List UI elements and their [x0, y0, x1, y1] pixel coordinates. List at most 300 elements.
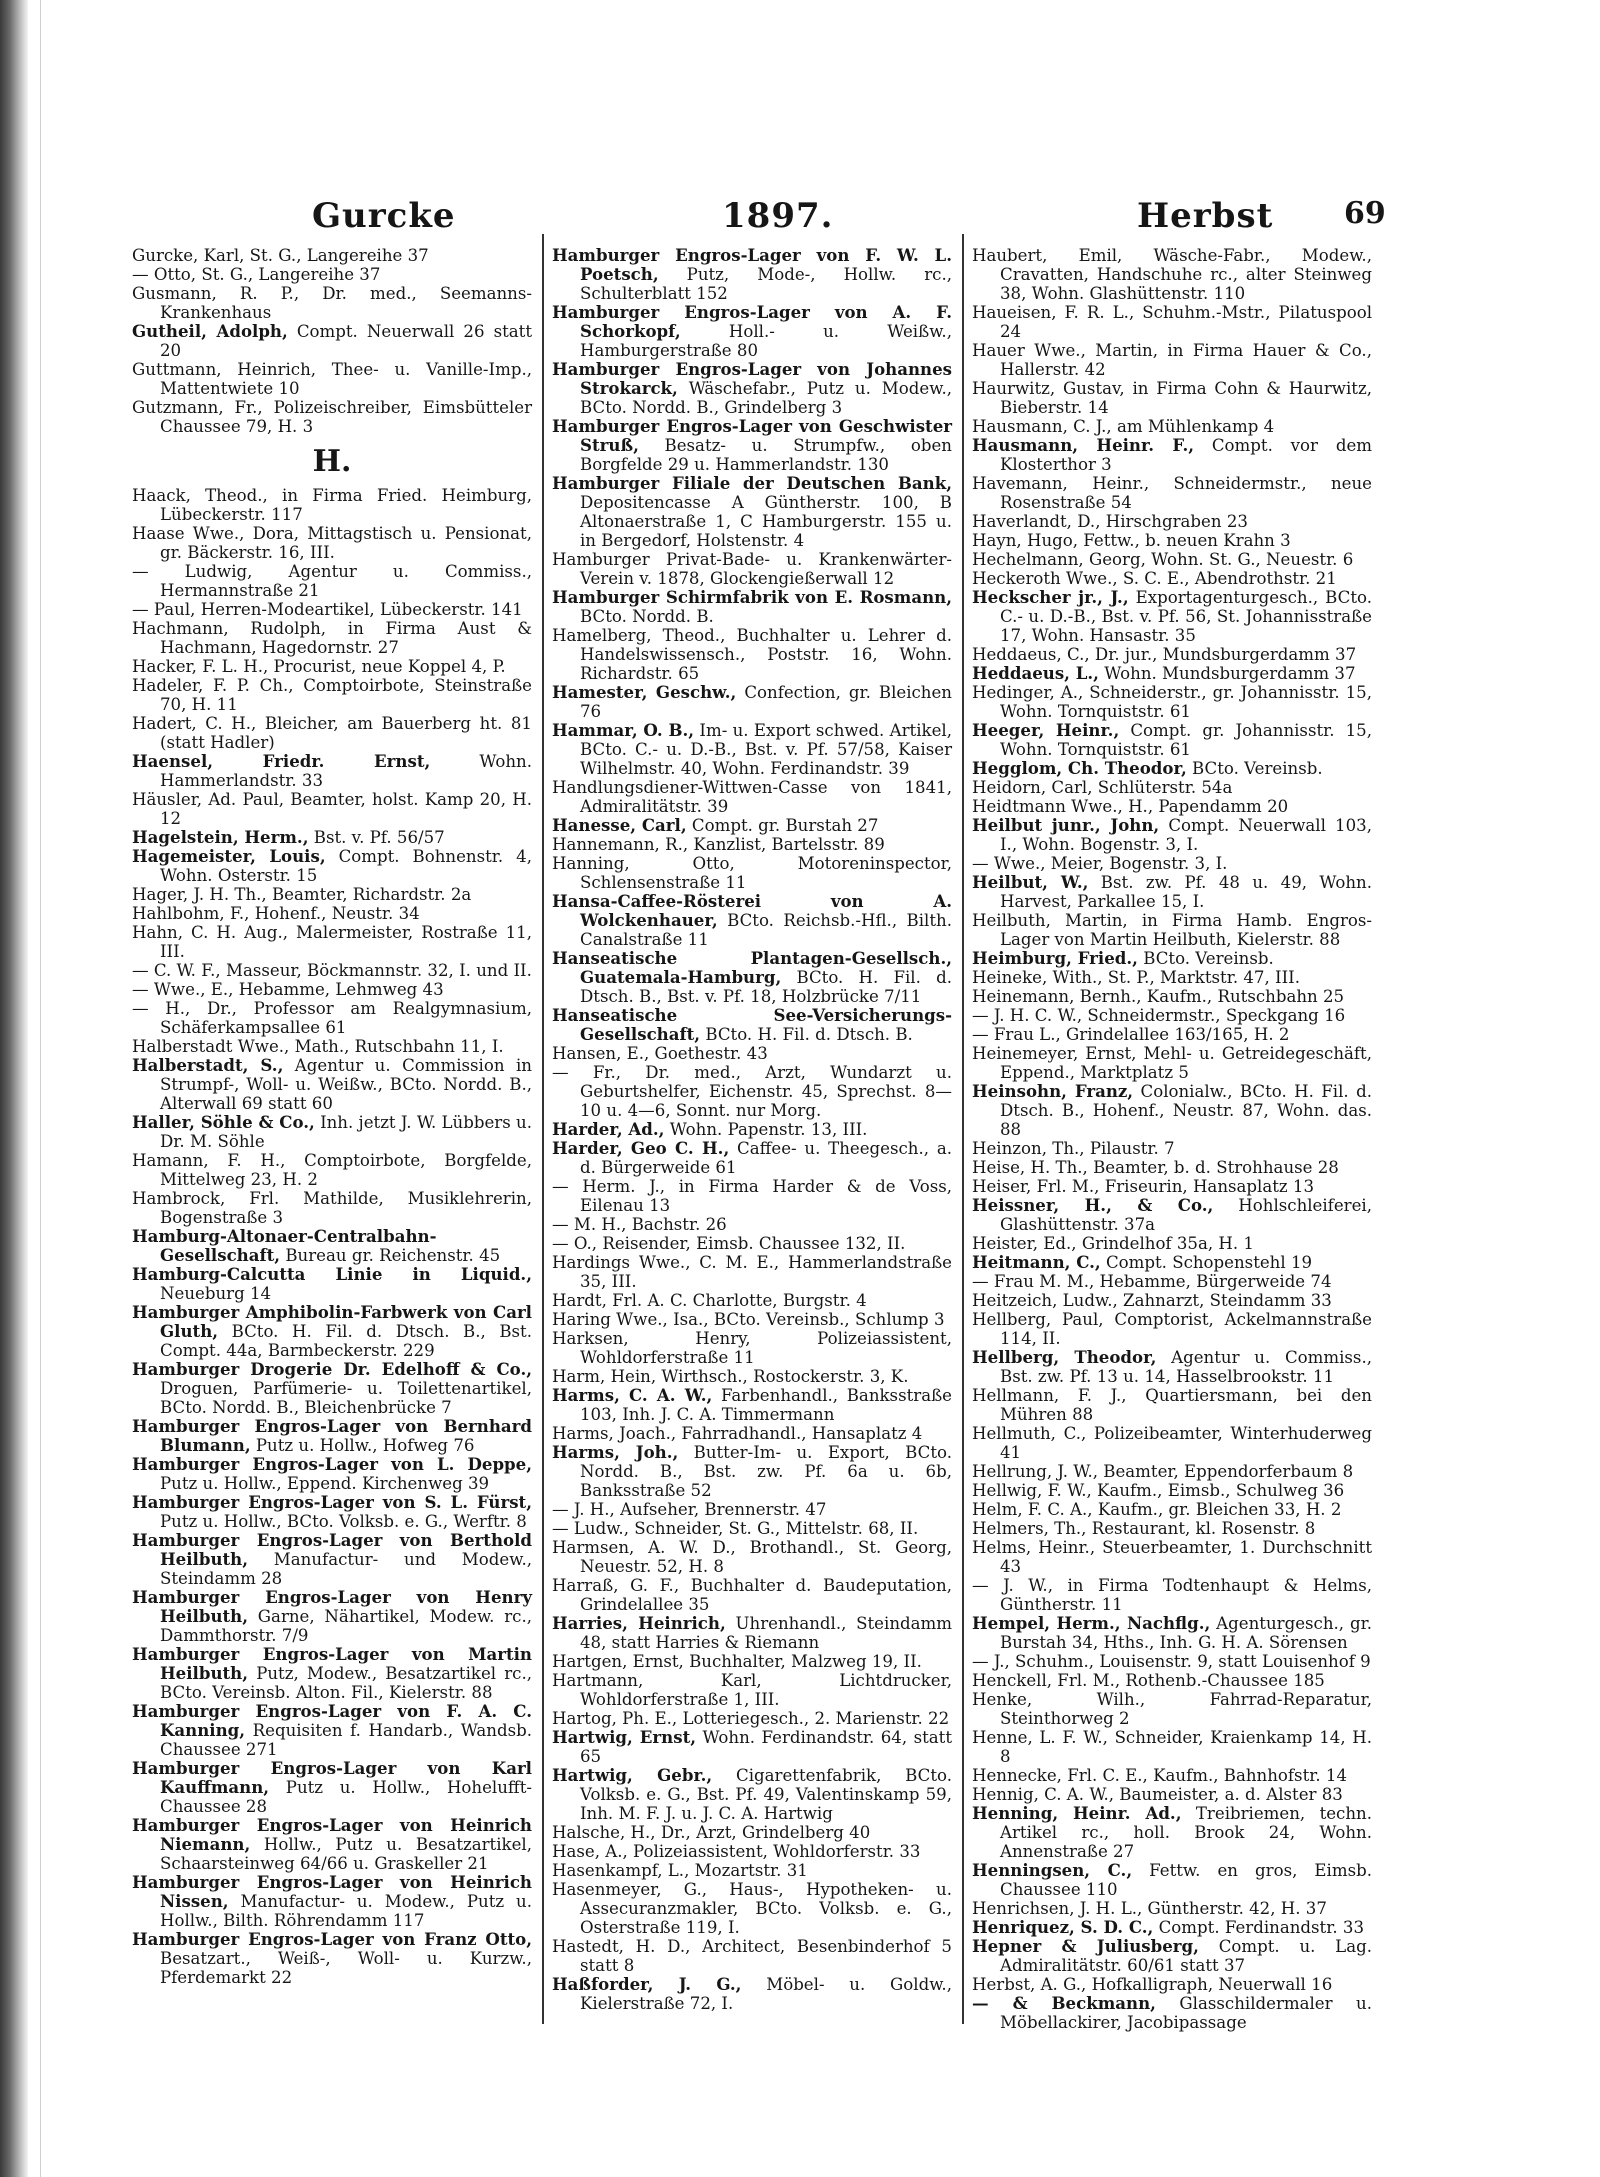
directory-entry: [972, 1861, 1372, 1899]
entry-name-bold: Heitmann, C.,: [972, 1252, 1101, 1272]
directory-entry: [132, 676, 532, 714]
directory-entry: [972, 1804, 1372, 1861]
directory-entry: [552, 1424, 952, 1443]
entry-text: Häusler, Ad. Paul, Beamter, holst. Kamp 20, H. 12: [132, 790, 532, 828]
entry-text: Harms, Joach., Fahrradhandl., Hansaplatz 4: [552, 1424, 923, 1443]
entry-name-bold: Hagemeister, Louis,: [132, 846, 326, 866]
entry-text: BCto. Vereinsb.: [1186, 759, 1323, 778]
directory-entry: [132, 1227, 532, 1265]
directory-entry: [972, 1234, 1372, 1253]
entry-name-bold: Hartwig, Gebr.,: [552, 1765, 713, 1785]
entry-text: Heinemeyer, Ernst, Mehl- u. Getreidegeschäft, Eppend., Marktplatz 5: [972, 1044, 1372, 1082]
directory-entry: [972, 1310, 1372, 1348]
entry-text: Hellberg, Paul, Comptorist, Ackelmannstraße 114, II.: [972, 1310, 1372, 1348]
directory-entry: [552, 949, 952, 1006]
directory-entry: [552, 1880, 952, 1937]
directory-entry: [972, 721, 1372, 759]
entry-name-bold: Harder, Geo C. H.,: [552, 1138, 730, 1158]
entry-text: Hechelmann, Georg, Wohn. St. G., Neuestr. 6: [972, 550, 1354, 569]
entry-name-bold: Hamburger Engros-Lager von A. F. Schorkopf,: [552, 302, 952, 341]
entry-text: Wohn. Mundsburgerdamm 37: [1098, 664, 1356, 683]
directory-entry: [132, 360, 532, 398]
entry-name-bold: Hamburger Engros-Lager von Heinrich Nissen,: [132, 1872, 532, 1911]
entry-name-bold: Haßforder, J. G.,: [552, 1974, 742, 1994]
directory-entry: [132, 265, 532, 284]
directory-entry: [972, 1652, 1372, 1671]
directory-entry: [972, 1785, 1372, 1804]
directory-entry: [552, 1044, 952, 1063]
entry-text: Manufactur- u. Modew., Putz u. Hollw., Bilth. Röhrendamm 117: [160, 1892, 532, 1930]
page-gutter-line: [40, 0, 41, 2177]
directory-entry: [132, 1873, 532, 1930]
entry-text: Im- u. Export schwed. Artikel, BCto. C.- u. D.-B., Bst. v. Pf. 57/58, Kaiser Wilhelmstr. 40, Wohn. Ferdinandstr. 39: [580, 721, 952, 778]
entry-text: Hauer Wwe., Martin, in Firma Hauer & Co., Hallerstr. 42: [972, 341, 1372, 379]
directory-entry: [552, 1823, 952, 1842]
directory-entry: [552, 683, 952, 721]
entry-name-bold: Henriquez, S. D. C.,: [972, 1917, 1154, 1937]
directory-entry: [552, 1234, 952, 1253]
directory-entry: [972, 1899, 1372, 1918]
entry-text: Hambrock, Frl. Mathilde, Musiklehrerin, Bogenstraße 3: [132, 1189, 532, 1227]
directory-entry: [972, 1766, 1372, 1785]
directory-entry: [972, 1975, 1372, 1994]
entry-text: Haring Wwe., Isa., BCto. Vereinsb., Schlump 3: [552, 1310, 945, 1329]
section-letter-heading: H.: [312, 444, 352, 479]
directory-entry: [972, 1139, 1372, 1158]
entry-text: BCto. Reichsb.-Hfl., Bilth. Canalstraße 11: [580, 911, 952, 949]
directory-entry: [132, 1645, 532, 1702]
entry-text: Havemann, Heinr., Schneidermstr., neue Rosenstraße 54: [972, 474, 1372, 512]
directory-entry: [132, 1360, 532, 1417]
entry-text: — J., Schuhm., Louisenstr. 9, statt Louisenhof 9: [972, 1652, 1371, 1671]
entry-name-bold: Hamburg-Calcutta Linie in Liquid.,: [132, 1264, 532, 1284]
directory-entry: [552, 588, 952, 626]
header-right-keyword: Herbst: [1137, 196, 1274, 236]
entry-name-bold: Hagelstein, Herm.,: [132, 827, 309, 847]
entry-text: — Wwe., E., Hebamme, Lehmweg 43: [132, 980, 444, 999]
entry-name-bold: Hamburger Engros-Lager von Berthold Heilbuth,: [132, 1530, 532, 1569]
entry-name-bold: Hamburger Engros-Lager von F. W. L. Poetsch,: [552, 245, 952, 284]
directory-entry: [972, 683, 1372, 721]
entry-name-bold: Heimburg, Fried.,: [972, 948, 1138, 968]
entry-name-bold: Hanseatische See-Versicherungs-Gesellschaft,: [552, 1005, 952, 1044]
entry-text: Glasschildermaler u. Möbellackirer, Jacobipassage: [1000, 1994, 1372, 2032]
entry-text: Hamann, F. H., Comptoirbote, Borgfelde, Mittelweg 23, H. 2: [132, 1151, 532, 1189]
directory-entry: [552, 1861, 952, 1880]
entry-text: Requisiten f. Handarb., Wandsb. Chaussee 271: [160, 1721, 532, 1759]
entry-name-bold: Hamburger Drogerie Dr. Edelhoff & Co.,: [132, 1359, 532, 1379]
directory-entry: [552, 1006, 952, 1044]
entry-text: Haueisen, F. R. L., Schuhm.-Mstr., Pilatuspool 24: [972, 303, 1372, 341]
directory-entry: [972, 1006, 1372, 1025]
directory-entry: [972, 1025, 1372, 1044]
entry-text: Droguen, Parfümerie- u. Toilettenartikel, BCto. Nordd. B., Bleichenbrücke 7: [160, 1379, 532, 1417]
entry-text: Fettw. en gros, Eimsb. Chaussee 110: [1000, 1861, 1373, 1899]
entry-text: — Herm. J., in Firma Harder & de Voss, Eilenau 13: [552, 1177, 952, 1215]
entry-text: Compt. Neuerwall 26 statt 20: [160, 322, 532, 360]
entry-text: — Frau M. M., Hebamme, Bürgerweide 74: [972, 1272, 1332, 1291]
directory-entry: [552, 474, 952, 550]
entry-text: Compt. u. Lag. Admiralitätstr. 60/61 statt 37: [1000, 1937, 1372, 1975]
book-spine-shadow: [0, 0, 28, 2177]
directory-entry: [132, 1265, 532, 1303]
entry-text: Heddaeus, C., Dr. jur., Mundsburgerdamm 37: [972, 645, 1357, 664]
entry-text: Wohn. Papenstr. 13, III.: [664, 1120, 868, 1139]
entry-text: Farbenhandl., Banksstraße 103, Inh. J. C. A. Timmermann: [580, 1386, 952, 1424]
entry-text: Heinemann, Bernh., Kaufm., Rutschbahn 25: [972, 987, 1345, 1006]
directory-entry: [132, 322, 532, 360]
entry-text: Herbst, A. G., Hofkalligraph, Neuerwall 16: [972, 1975, 1333, 1994]
entry-text: Henrichsen, J. H. L., Güntherstr. 42, H. 37: [972, 1899, 1327, 1918]
entry-text: Hase, A., Polizeiassistent, Wohldorferstr. 33: [552, 1842, 921, 1861]
entry-text: Hager, J. H. Th., Beamter, Richardstr. 2a: [132, 885, 472, 904]
directory-entry: [552, 1215, 952, 1234]
entry-text: Putz u. Hollw., Eppend. Kirchenweg 39: [160, 1474, 490, 1493]
directory-entry: [972, 968, 1372, 987]
entry-text: Putz, Modew., Besatzartikel rc., BCto. Vereinsb. Alton. Fil., Kielerstr. 88: [160, 1664, 532, 1702]
entry-text: Hartog, Ph. E., Lotteriegesch., 2. Marienstr. 22: [552, 1709, 950, 1728]
directory-entry: [972, 949, 1372, 968]
directory-entry: [132, 1417, 532, 1455]
entry-text: Henke, Wilh., Fahrrad-Reparatur, Steinthorweg 2: [972, 1690, 1372, 1728]
entry-text: — Frau L., Grindelallee 163/165, H. 2: [972, 1025, 1290, 1044]
entry-name-bold: Hamburger Engros-Lager von Johannes Strokarck,: [552, 359, 952, 398]
directory-entry: [132, 847, 532, 885]
directory-entry: [972, 1500, 1372, 1519]
entry-text: — Fr., Dr. med., Arzt, Wundarzt u. Geburtshelfer, Eichenstr. 45, Sprechst. 8—10 u. 4—6, Sonnt. nur Morg.: [552, 1063, 952, 1120]
entry-text: Hartgen, Ernst, Buchhalter, Malzweg 19, II.: [552, 1652, 922, 1671]
entry-text: Gutzmann, Fr., Polizeischreiber, Eimsbütteler Chaussee 79, H. 3: [132, 398, 532, 436]
entry-name-bold: Harms, Joh.,: [552, 1442, 679, 1462]
directory-entry: [132, 1816, 532, 1873]
entry-text: Manufactur- und Modew., Steindamm 28: [160, 1550, 532, 1588]
directory-entry: [552, 1538, 952, 1576]
directory-entry: [552, 1975, 952, 2013]
entry-text: Hamburger Privat-Bade- u. Krankenwärter-Verein v. 1878, Glockengießerwall 12: [552, 550, 952, 588]
entry-text: Bst. zw. Pf. 48 u. 49, Wohn. Harvest, Parkallee 15, I.: [1000, 873, 1372, 911]
entry-text: Neueburg 14: [160, 1284, 272, 1303]
directory-entry: [972, 1728, 1372, 1766]
entry-name-bold: Hamester, Geschw.,: [552, 682, 737, 702]
page-header: [132, 186, 1386, 236]
directory-entry: [132, 904, 532, 923]
entry-text: Caffee- u. Theegesch., a. d. Bürgerweide 61: [580, 1139, 952, 1177]
directory-entry: [972, 778, 1372, 797]
entry-name-bold: Heckscher jr., J.,: [972, 587, 1129, 607]
entry-name-bold: Hamburger Schirmfabrik von E. Rosmann,: [552, 587, 952, 607]
entry-text: Heise, H. Th., Beamter, b. d. Strohhause 28: [972, 1158, 1339, 1177]
entry-text: Compt. gr. Burstah 27: [686, 816, 879, 835]
directory-entry: [552, 1614, 952, 1652]
directory-entry: [972, 569, 1372, 588]
directory-entry: [972, 436, 1372, 474]
directory-entry: [972, 588, 1372, 645]
entry-text: — H., Dr., Professor am Realgymnasium, Schäferkampsallee 61: [132, 999, 532, 1037]
directory-entry: [972, 1576, 1372, 1614]
directory-entry: [972, 1177, 1372, 1196]
entry-text: Putz u. Hollw., BCto. Volksb. e. G., Werftr. 8: [160, 1512, 527, 1531]
entry-name-bold: Hanseatische Plantagen-Gesellsch., Guatemala-Hamburg,: [552, 948, 952, 987]
column-1: [132, 246, 532, 1987]
directory-entry: [972, 1424, 1372, 1462]
entry-text: Hahn, C. H. Aug., Malermeister, Rostraße 11, III.: [132, 923, 532, 961]
entry-name-bold: Heilbut junr., John,: [972, 815, 1160, 835]
entry-text: Holl.- u. Weißw., Hamburgerstraße 80: [580, 322, 952, 360]
directory-entry: [972, 1044, 1372, 1082]
entry-text: Besatz- u. Strumpfw., oben Borgfelde 29 u. Hammerlandstr. 130: [580, 436, 952, 474]
entry-text: Hausmann, C. J., am Mühlenkamp 4: [972, 417, 1275, 436]
page-number: 69: [1344, 196, 1386, 231]
directory-entry: [132, 398, 532, 436]
entry-text: Bureau gr. Reichenstr. 45: [280, 1246, 501, 1265]
entry-text: Compt. gr. Johannisstr. 15, Wohn. Tornquiststr. 61: [1000, 721, 1373, 759]
entry-name-bold: Hegglom, Ch. Theodor,: [972, 758, 1187, 778]
entry-text: Hahlbohm, F., Hohenf., Neustr. 34: [132, 904, 420, 923]
directory-entry: [552, 1253, 952, 1291]
entry-name-bold: Hamburger Engros-Lager von F. A. C. Kanning,: [132, 1701, 532, 1740]
directory-entry: [132, 714, 532, 752]
entry-text: — M. H., Bachstr. 26: [552, 1215, 727, 1234]
column-2: [552, 246, 952, 2013]
entry-text: Hardings Wwe., C. M. E., Hammerlandstraße 35, III.: [552, 1253, 952, 1291]
directory-entry: [552, 1291, 952, 1310]
directory-entry: [132, 1455, 532, 1493]
entry-text: Agentur u. Commiss., Bst. zw. Pf. 13 u. 14, Hasselbrookstr. 11: [1000, 1348, 1372, 1386]
directory-entry: [972, 1386, 1372, 1424]
directory-entry: [132, 1056, 532, 1113]
column-rule-2: [962, 234, 964, 2024]
entry-text: BCto. Nordd. B.: [580, 607, 714, 626]
entry-text: Harksen, Henry, Polizeiassistent, Wohldorferstraße 11: [552, 1329, 952, 1367]
entry-text: Garne, Nähartikel, Modew. rc., Dammthorstr. 7/9: [160, 1607, 532, 1645]
entry-name-bold: Hartwig, Ernst,: [552, 1727, 697, 1747]
entry-text: Henne, L. F. W., Schneider, Kraienkamp 14, H. 8: [972, 1728, 1372, 1766]
entry-name-bold: Heeger, Heinr.,: [972, 720, 1120, 740]
directory-entry: [132, 1037, 532, 1056]
entry-text: — J. H. C. W., Schneidermstr., Speckgang 16: [972, 1006, 1346, 1025]
directory-entry: [552, 1671, 952, 1709]
entry-text: Heitzeich, Ludw., Zahnarzt, Steindamm 33: [972, 1291, 1332, 1310]
entry-text: Henckell, Frl. M., Rothenb.-Chaussee 185: [972, 1671, 1325, 1690]
entry-text: Helm, F. C. A., Kaufm., gr. Bleichen 33, H. 2: [972, 1500, 1342, 1519]
directory-entry: [552, 246, 952, 303]
entry-text: Hardt, Frl. A. C. Charlotte, Burgstr. 4: [552, 1291, 867, 1310]
entry-text: Inh. jetzt J. W. Lübbers u. Dr. M. Söhle: [160, 1113, 532, 1151]
entry-text: Hedinger, A., Schneiderstr., gr. Johannisstr. 15, Wohn. Tornquiststr. 61: [972, 683, 1372, 721]
directory-entry: [132, 980, 532, 999]
directory-entry: [132, 1702, 532, 1759]
entry-text: — Ludw., Schneider, St. G., Mittelstr. 68, II.: [552, 1519, 919, 1538]
entry-name-bold: Hamburger Engros-Lager von Karl Kauffmann,: [132, 1758, 532, 1797]
entry-text: Wäschefabr., Putz u. Modew., BCto. Nordd. B., Grindelberg 3: [580, 379, 952, 417]
directory-entry: [552, 778, 952, 816]
entry-text: Haurwitz, Gustav, in Firma Cohn & Haurwitz, Bieberstr. 14: [972, 379, 1372, 417]
column-rule-1: [542, 234, 544, 2024]
entry-text: Compt. Ferdinandstr. 33: [1153, 1918, 1364, 1937]
directory-entry: [972, 664, 1372, 683]
directory-entry: [552, 360, 952, 417]
directory-entry: [972, 474, 1372, 512]
entry-text: Compt. Neuerwall 103, I., Wohn. Bogenstr. 3, I.: [1000, 816, 1373, 854]
entry-text: Haverlandt, D., Hirschgraben 23: [972, 512, 1248, 531]
entry-text: Harraß, G. F., Buchhalter d. Baudeputation, Grindelallee 35: [552, 1576, 952, 1614]
entry-name-bold: Halberstadt, S.,: [132, 1055, 284, 1075]
entry-text: Hacker, F. L. H., Procurist, neue Koppel 4, P.: [132, 657, 506, 676]
directory-entry: [552, 1063, 952, 1120]
entry-name-bold: Hamburger Engros-Lager von S. L. Fürst,: [132, 1492, 532, 1512]
entry-name-bold: Hamburger Engros-Lager von Martin Heilbuth,: [132, 1644, 532, 1683]
directory-entry: [132, 1588, 532, 1645]
entry-text: Hellmuth, C., Polizeibeamter, Winterhuderweg 41: [972, 1424, 1372, 1462]
directory-entry: [552, 816, 952, 835]
directory-entry: [132, 562, 532, 600]
directory-entry: [552, 1576, 952, 1614]
entry-name-bold: Hamburger Filiale der Deutschen Bank,: [552, 473, 952, 493]
entry-text: Heidtmann Wwe., H., Papendamm 20: [972, 797, 1289, 816]
directory-entry: [552, 721, 952, 778]
directory-entry: [132, 1930, 532, 1987]
entry-text: Agentur u. Commission in Strumpf-, Woll- u. Weißw., BCto. Nordd. B., Alterwall 69 statt 60: [160, 1056, 532, 1113]
directory-entry: [972, 303, 1372, 341]
entry-text: Uhrenhandl., Steindamm 48, statt Harries & Riemann: [580, 1614, 952, 1652]
entry-text: Hannemann, R., Kanzlist, Bartelsstr. 89: [552, 835, 885, 854]
entry-text: Treibriemen, techn. Artikel rc., holl. Brook 24, Wohn. Annenstraße 27: [1000, 1804, 1372, 1861]
directory-entry: [972, 1519, 1372, 1538]
entry-text: Heidorn, Carl, Schlüterstr. 54a: [972, 778, 1233, 797]
entry-text: — Otto, St. G., Langereihe 37: [132, 265, 381, 284]
entry-text: Hadeler, F. P. Ch., Comptoirbote, Steinstraße 70, H. 11: [132, 676, 532, 714]
entry-text: Putz, Mode-, Hollw. rc., Schulterblatt 152: [580, 265, 952, 303]
directory-entry: [552, 1728, 952, 1766]
directory-entry: [552, 854, 952, 892]
directory-entry: [552, 1937, 952, 1975]
entry-text: Halsche, H., Dr., Arzt, Grindelberg 40: [552, 1823, 871, 1842]
entry-text: Handlungsdiener-Wittwen-Casse von 1841, Admiralitätstr. 39: [552, 778, 952, 816]
entry-text: Helmers, Th., Restaurant, kl. Rosenstr. 8: [972, 1519, 1316, 1538]
directory-entry: [552, 1120, 952, 1139]
directory-entry: [972, 1253, 1372, 1272]
entry-name-bold: Gutheil, Adolph,: [132, 321, 288, 341]
entry-text: Confection, gr. Bleichen 76: [580, 683, 952, 721]
directory-entry: [972, 1196, 1372, 1234]
directory-entry: [972, 645, 1372, 664]
directory-entry: [132, 1151, 532, 1189]
entry-text: Agenturgesch., gr. Burstah 34, Hths., Inh. G. H. A. Sörensen: [1000, 1614, 1372, 1652]
directory-entry: [972, 797, 1372, 816]
entry-text: Harmsen, A. W. D., Brothandl., St. Georg, Neuestr. 52, H. 8: [552, 1538, 952, 1576]
directory-entry: [972, 1937, 1372, 1975]
entry-name-bold: Hepner & Juliusberg,: [972, 1936, 1199, 1956]
entry-text: — Ludwig, Agentur u. Commiss., Hermannstraße 21: [132, 562, 532, 600]
entry-name-bold: Haensel, Friedr. Ernst,: [132, 751, 431, 771]
entry-text: Hennig, C. A. W., Baumeister, a. d. Alster 83: [972, 1785, 1343, 1804]
entry-text: Hartmann, Karl, Lichtdrucker, Wohldorferstraße 1, III.: [552, 1671, 952, 1709]
entry-name-bold: Hamburger Engros-Lager von Franz Otto,: [132, 1929, 532, 1949]
entry-name-bold: Hamburg-Altonaer-Centralbahn-Gesellschaft,: [132, 1226, 437, 1265]
directory-entry: [132, 1531, 532, 1588]
directory-entry: [552, 1367, 952, 1386]
entry-text: — J. H., Aufseher, Brennerstr. 47: [552, 1500, 827, 1519]
directory-entry: [552, 835, 952, 854]
directory-entry: [132, 600, 532, 619]
directory-entry: [972, 987, 1372, 1006]
entry-name-bold: Harder, Ad.,: [552, 1119, 665, 1139]
directory-entry: [552, 1519, 952, 1538]
directory-entry: [972, 1462, 1372, 1481]
entry-name-bold: Heilbut, W.,: [972, 872, 1089, 892]
directory-entry: [972, 873, 1372, 911]
entry-text: Hastedt, H. D., Architect, Besenbinderhof 5 statt 8: [552, 1937, 952, 1975]
entry-text: Heiser, Frl. M., Friseurin, Hansaplatz 13: [972, 1177, 1315, 1196]
entry-name-bold: Harms, C. A. W.,: [552, 1385, 713, 1405]
directory-entry: [132, 1493, 532, 1531]
directory-entry: [132, 1113, 532, 1151]
directory-entry: [972, 550, 1372, 569]
directory-entry: [552, 550, 952, 588]
entry-name-bold: Hempel, Herm., Nachflg.,: [972, 1613, 1211, 1633]
entry-name-bold: Heinsohn, Franz,: [972, 1081, 1134, 1101]
entry-text: Haase Wwe., Dora, Mittagstisch u. Pensionat, gr. Bäckerstr. 16, III.: [132, 524, 532, 562]
entry-text: Möbel- u. Goldw., Kielerstraße 72, I.: [580, 1975, 952, 2013]
entry-name-bold: Hamburger Engros-Lager von L. Deppe,: [132, 1454, 532, 1474]
directory-entry: [972, 1994, 1372, 2032]
entry-text: Hasenmeyer, G., Haus-, Hypotheken- u. Assecuranzmakler, BCto. Volksb. e. G., Osterstraße 119, I.: [552, 1880, 952, 1937]
entry-text: — J. W., in Firma Todtenhaupt & Helms, Güntherstr. 11: [972, 1576, 1372, 1614]
directory-entry: [972, 854, 1372, 873]
directory-entry: [972, 1272, 1372, 1291]
entry-text: Putz u. Hollw., Hohelufft-Chaussee 28: [160, 1778, 532, 1816]
entry-text: Hamelberg, Theod., Buchhalter u. Lehrer d. Handelswissensch., Poststr. 16, Wohn. Richardstr. 65: [552, 626, 952, 683]
entry-text: Hachmann, Rudolph, in Firma Aust & Hachmann, Hagedornstr. 27: [132, 619, 532, 657]
directory-entry: [972, 759, 1372, 778]
directory-entry: [972, 1690, 1372, 1728]
entry-text: Haack, Theod., in Firma Fried. Heimburg, Lübeckerstr. 117: [132, 486, 532, 524]
directory-entry: [552, 1310, 952, 1329]
directory-entry: [552, 892, 952, 949]
entry-name-bold: Hamburger Engros-Lager von Heinrich Niemann,: [132, 1815, 532, 1854]
directory-entry: [972, 417, 1372, 436]
entry-text: BCto. H. Fil. d. Dtsch. B., Bst. v. Pf. 18, Holzbrücke 7/11: [580, 968, 952, 1006]
directory-entry: [972, 1671, 1372, 1690]
entry-text: Hasenkampf, L., Mozartstr. 31: [552, 1861, 808, 1880]
entry-text: Harm, Hein, Wirthsch., Rostockerstr. 3, K.: [552, 1367, 909, 1386]
directory-entry: [552, 1177, 952, 1215]
entry-text: Compt. Schopenstehl 19: [1100, 1253, 1313, 1272]
entry-name-bold: Hammar, O. B.,: [552, 720, 695, 740]
entry-name-bold: Hansa-Caffee-Rösterei von A. Wolckenhauer,: [552, 891, 952, 930]
column-3: [972, 246, 1372, 2032]
directory-entry: [132, 885, 532, 904]
entry-text: Hohlschleiferei, Glashüttenstr. 37a: [1000, 1196, 1372, 1234]
directory-entry: [552, 417, 952, 474]
directory-entry: [132, 1303, 532, 1360]
entry-text: BCto. H. Fil. d. Dtsch. B., Bst. Compt. 44a, Barmbeckerstr. 229: [160, 1322, 532, 1360]
entry-text: — C. W. F., Masseur, Böckmannstr. 32, I. und II.: [132, 961, 532, 980]
directory-entry: [552, 1443, 952, 1500]
directory-entry: [132, 486, 532, 524]
entry-text: — O., Reisender, Eimsb. Chaussee 132, II.: [552, 1234, 906, 1253]
entry-name-bold: Hamburger Engros-Lager von Henry Heilbuth,: [132, 1587, 532, 1626]
entry-text: Compt. vor dem Klosterthor 3: [1000, 436, 1372, 474]
directory-entry: [132, 524, 532, 562]
entry-text: Hellwig, F. W., Kaufm., Eimsb., Schulweg 36: [972, 1481, 1345, 1500]
entry-text: Wohn. Hammerlandstr. 33: [160, 752, 532, 790]
header-left-keyword: Gurcke: [312, 196, 456, 236]
entry-name-bold: Hausmann, Heinr. F.,: [972, 435, 1195, 455]
entry-text: Colonialw., BCto. H. Fil. d. Dtsch. B., Hohenf., Neustr. 87, Wohn. das. 88: [1000, 1082, 1372, 1139]
directory-entry: [132, 1189, 532, 1227]
entry-text: Hansen, E., Goethestr. 43: [552, 1044, 768, 1063]
